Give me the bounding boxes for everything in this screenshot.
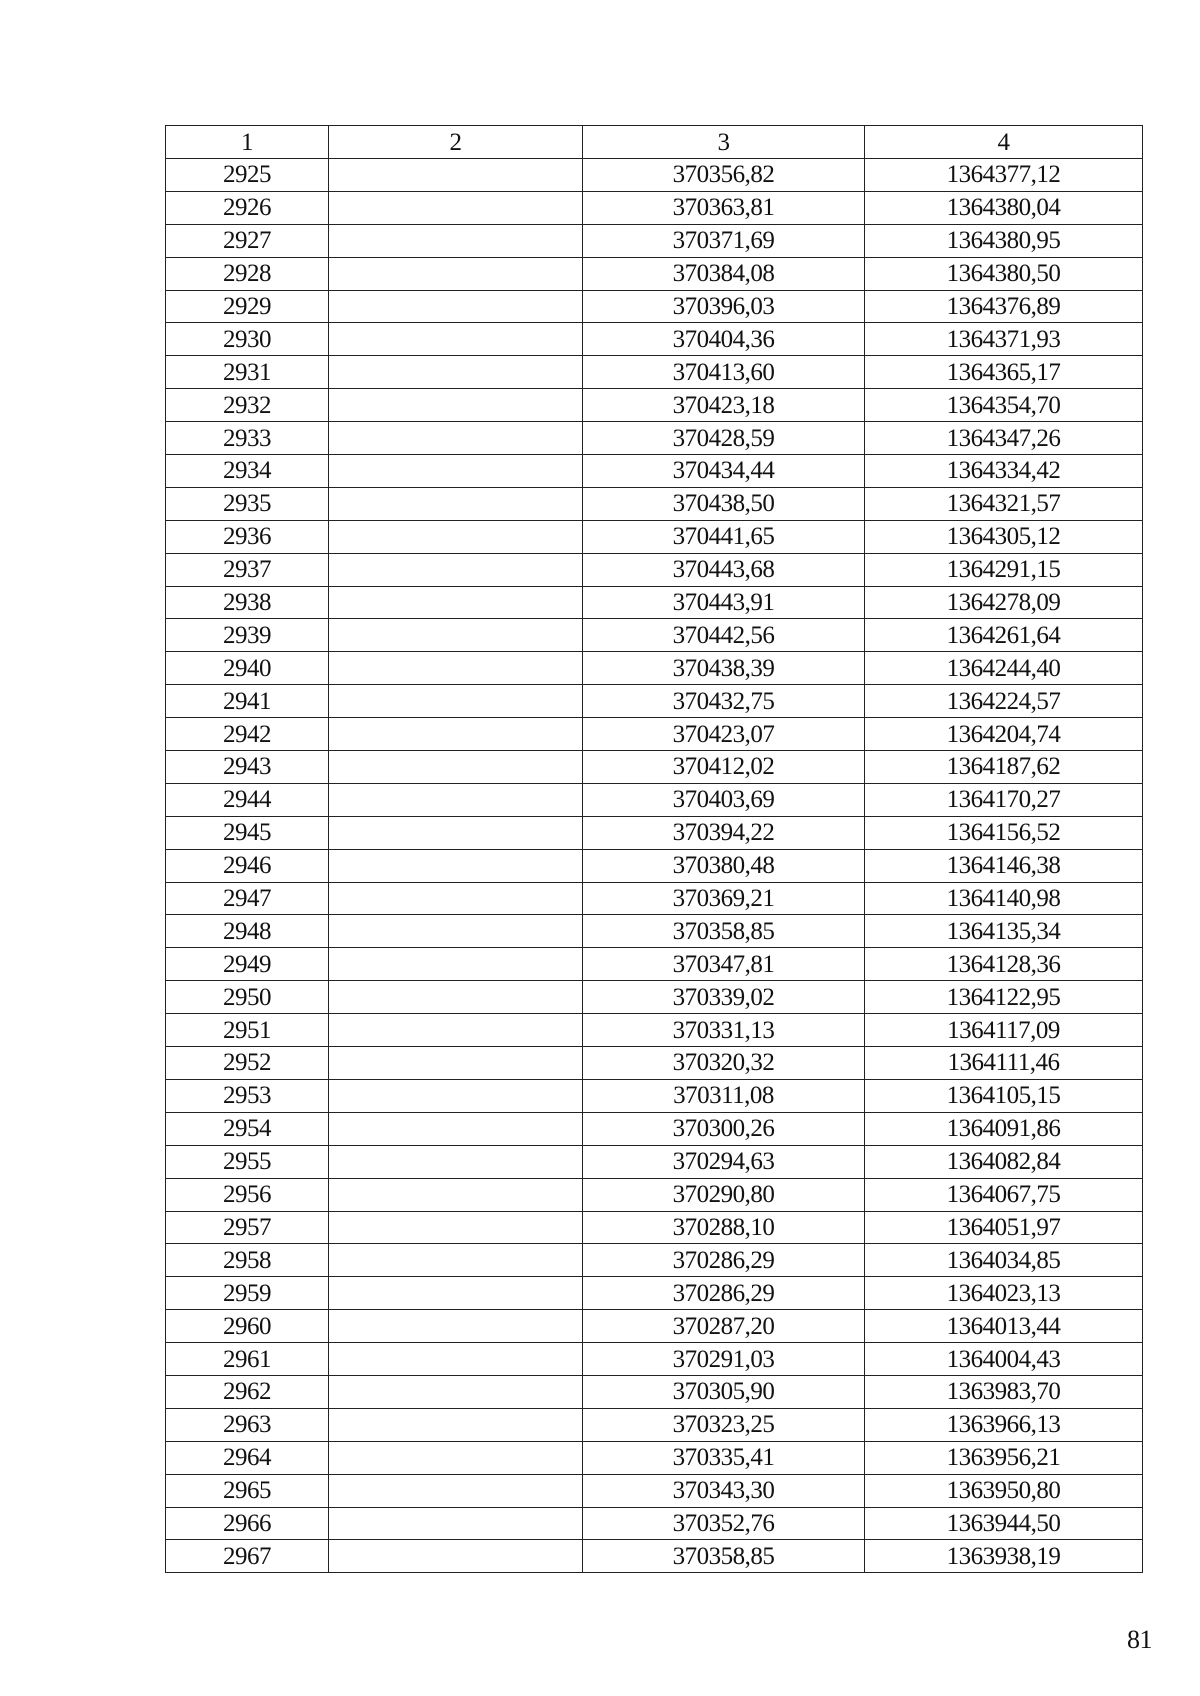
table-row [166, 652, 1143, 685]
point-number-cell: 2951 [166, 1014, 329, 1047]
y-coordinate-cell: 1364278,09 [865, 586, 1143, 619]
x-coordinate-cell: 370343,30 [583, 1474, 865, 1507]
table-header [166, 126, 1143, 159]
table-row [166, 1507, 1143, 1540]
y-coordinate-cell: 1364122,95 [865, 981, 1143, 1014]
point-number-cell: 2959 [166, 1277, 329, 1310]
description-cell [329, 389, 583, 422]
y-coordinate-cell: 1364128,36 [865, 948, 1143, 981]
x-coordinate-cell: 370423,18 [583, 389, 865, 422]
header-cell-3: 3 [583, 126, 865, 159]
x-coordinate-cell: 370443,68 [583, 553, 865, 586]
x-coordinate-cell: 370384,08 [583, 257, 865, 290]
table-row [166, 619, 1143, 652]
x-coordinate-cell: 370323,25 [583, 1408, 865, 1441]
y-coordinate-cell: 1364170,27 [865, 783, 1143, 816]
x-coordinate-cell: 370358,85 [583, 1540, 865, 1573]
x-coordinate-cell: 370311,08 [583, 1079, 865, 1112]
description-cell [329, 257, 583, 290]
table-row [166, 1441, 1143, 1474]
description-cell [329, 1244, 583, 1277]
table-row [166, 685, 1143, 718]
y-coordinate-cell: 1364321,57 [865, 487, 1143, 520]
header-cell-4: 4 [865, 126, 1143, 159]
description-cell [329, 915, 583, 948]
description-cell [329, 520, 583, 553]
x-coordinate-cell: 370413,60 [583, 356, 865, 389]
y-coordinate-cell: 1363944,50 [865, 1507, 1143, 1540]
description-cell [329, 948, 583, 981]
table-row [166, 1474, 1143, 1507]
x-coordinate-cell: 370286,29 [583, 1244, 865, 1277]
description-cell [329, 290, 583, 323]
point-number-cell: 2953 [166, 1079, 329, 1112]
description-cell [329, 1047, 583, 1080]
point-number-cell: 2935 [166, 487, 329, 520]
y-coordinate-cell: 1364347,26 [865, 422, 1143, 455]
description-cell [329, 422, 583, 455]
y-coordinate-cell: 1364140,98 [865, 882, 1143, 915]
x-coordinate-cell: 370335,41 [583, 1441, 865, 1474]
point-number-cell: 2945 [166, 816, 329, 849]
y-coordinate-cell: 1363950,80 [865, 1474, 1143, 1507]
description-cell [329, 1079, 583, 1112]
point-number-cell: 2947 [166, 882, 329, 915]
table-row [166, 290, 1143, 323]
y-coordinate-cell: 1364111,46 [865, 1047, 1143, 1080]
table-row [166, 1310, 1143, 1343]
y-coordinate-cell: 1364380,95 [865, 224, 1143, 257]
point-number-cell: 2952 [166, 1047, 329, 1080]
y-coordinate-cell: 1364371,93 [865, 323, 1143, 356]
y-coordinate-cell: 1364261,64 [865, 619, 1143, 652]
table-row [166, 389, 1143, 422]
x-coordinate-cell: 370286,29 [583, 1277, 865, 1310]
point-number-cell: 2963 [166, 1408, 329, 1441]
point-number-cell: 2925 [166, 159, 329, 192]
table-row [166, 718, 1143, 751]
table-row [166, 422, 1143, 455]
y-coordinate-cell: 1364376,89 [865, 290, 1143, 323]
table-row [166, 1178, 1143, 1211]
point-number-cell: 2965 [166, 1474, 329, 1507]
description-cell [329, 685, 583, 718]
x-coordinate-cell: 370438,50 [583, 487, 865, 520]
description-cell [329, 783, 583, 816]
table-row [166, 1112, 1143, 1145]
y-coordinate-cell: 1363956,21 [865, 1441, 1143, 1474]
y-coordinate-cell: 1364244,40 [865, 652, 1143, 685]
point-number-cell: 2943 [166, 751, 329, 784]
point-number-cell: 2942 [166, 718, 329, 751]
table-row [166, 520, 1143, 553]
description-cell [329, 1507, 583, 1540]
point-number-cell: 2927 [166, 224, 329, 257]
description-cell [329, 1375, 583, 1408]
table-row [166, 751, 1143, 784]
coordinates-table [165, 125, 1143, 1573]
point-number-cell: 2931 [166, 356, 329, 389]
table-row [166, 257, 1143, 290]
table-row [166, 915, 1143, 948]
point-number-cell: 2954 [166, 1112, 329, 1145]
y-coordinate-cell: 1364291,15 [865, 553, 1143, 586]
point-number-cell: 2946 [166, 849, 329, 882]
description-cell [329, 323, 583, 356]
x-coordinate-cell: 370434,44 [583, 455, 865, 488]
table-row [166, 948, 1143, 981]
description-cell [329, 586, 583, 619]
x-coordinate-cell: 370288,10 [583, 1211, 865, 1244]
table-row [166, 1343, 1143, 1376]
description-cell [329, 487, 583, 520]
y-coordinate-cell: 1364187,62 [865, 751, 1143, 784]
description-cell [329, 356, 583, 389]
table-row [166, 1047, 1143, 1080]
description-cell [329, 1145, 583, 1178]
description-cell [329, 1540, 583, 1573]
x-coordinate-cell: 370412,02 [583, 751, 865, 784]
y-coordinate-cell: 1363966,13 [865, 1408, 1143, 1441]
description-cell [329, 1112, 583, 1145]
description-cell [329, 1277, 583, 1310]
y-coordinate-cell: 1364354,70 [865, 389, 1143, 422]
point-number-cell: 2937 [166, 553, 329, 586]
x-coordinate-cell: 370352,76 [583, 1507, 865, 1540]
x-coordinate-cell: 370358,85 [583, 915, 865, 948]
y-coordinate-cell: 1364224,57 [865, 685, 1143, 718]
x-coordinate-cell: 370432,75 [583, 685, 865, 718]
point-number-cell: 2940 [166, 652, 329, 685]
table-row [166, 1408, 1143, 1441]
description-cell [329, 1441, 583, 1474]
table-row [166, 455, 1143, 488]
x-coordinate-cell: 370369,21 [583, 882, 865, 915]
table-row [166, 1375, 1143, 1408]
y-coordinate-cell: 1364117,09 [865, 1014, 1143, 1047]
point-number-cell: 2962 [166, 1375, 329, 1408]
y-coordinate-cell: 1364091,86 [865, 1112, 1143, 1145]
x-coordinate-cell: 370300,26 [583, 1112, 865, 1145]
description-cell [329, 1343, 583, 1376]
y-coordinate-cell: 1364023,13 [865, 1277, 1143, 1310]
description-cell [329, 1178, 583, 1211]
table-row [166, 1244, 1143, 1277]
y-coordinate-cell: 1364380,04 [865, 191, 1143, 224]
point-number-cell: 2964 [166, 1441, 329, 1474]
point-number-cell: 2941 [166, 685, 329, 718]
table-row [166, 1277, 1143, 1310]
point-number-cell: 2960 [166, 1310, 329, 1343]
x-coordinate-cell: 370423,07 [583, 718, 865, 751]
description-cell [329, 1474, 583, 1507]
point-number-cell: 2928 [166, 257, 329, 290]
point-number-cell: 2939 [166, 619, 329, 652]
description-cell [329, 159, 583, 192]
x-coordinate-cell: 370403,69 [583, 783, 865, 816]
point-number-cell: 2966 [166, 1507, 329, 1540]
table-row [166, 981, 1143, 1014]
x-coordinate-cell: 370428,59 [583, 422, 865, 455]
table-row [166, 323, 1143, 356]
table-row [166, 487, 1143, 520]
y-coordinate-cell: 1364051,97 [865, 1211, 1143, 1244]
x-coordinate-cell: 370396,03 [583, 290, 865, 323]
page-number: 81 [1127, 1625, 1152, 1654]
x-coordinate-cell: 370320,32 [583, 1047, 865, 1080]
x-coordinate-cell: 370356,82 [583, 159, 865, 192]
description-cell [329, 1408, 583, 1441]
x-coordinate-cell: 370371,69 [583, 224, 865, 257]
y-coordinate-cell: 1364305,12 [865, 520, 1143, 553]
point-number-cell: 2926 [166, 191, 329, 224]
description-cell [329, 1310, 583, 1343]
point-number-cell: 2949 [166, 948, 329, 981]
header-cell-2: 2 [329, 126, 583, 159]
table-body [166, 159, 1143, 1573]
point-number-cell: 2957 [166, 1211, 329, 1244]
y-coordinate-cell: 1364082,84 [865, 1145, 1143, 1178]
y-coordinate-cell: 1364380,50 [865, 257, 1143, 290]
point-number-cell: 2933 [166, 422, 329, 455]
x-coordinate-cell: 370380,48 [583, 849, 865, 882]
description-cell [329, 751, 583, 784]
y-coordinate-cell: 1364013,44 [865, 1310, 1143, 1343]
table-row [166, 783, 1143, 816]
description-cell [329, 981, 583, 1014]
x-coordinate-cell: 370443,91 [583, 586, 865, 619]
table-row [166, 849, 1143, 882]
table-row [166, 1014, 1143, 1047]
table-row [166, 586, 1143, 619]
description-cell [329, 816, 583, 849]
point-number-cell: 2938 [166, 586, 329, 619]
table-row [166, 882, 1143, 915]
x-coordinate-cell: 370438,39 [583, 652, 865, 685]
table-row [166, 1540, 1143, 1573]
point-number-cell: 2950 [166, 981, 329, 1014]
point-number-cell: 2955 [166, 1145, 329, 1178]
x-coordinate-cell: 370394,22 [583, 816, 865, 849]
table-row [166, 1211, 1143, 1244]
y-coordinate-cell: 1363938,19 [865, 1540, 1143, 1573]
y-coordinate-cell: 1364004,43 [865, 1343, 1143, 1376]
y-coordinate-cell: 1364156,52 [865, 816, 1143, 849]
x-coordinate-cell: 370404,36 [583, 323, 865, 356]
y-coordinate-cell: 1363983,70 [865, 1375, 1143, 1408]
y-coordinate-cell: 1364034,85 [865, 1244, 1143, 1277]
x-coordinate-cell: 370331,13 [583, 1014, 865, 1047]
point-number-cell: 2936 [166, 520, 329, 553]
point-number-cell: 2944 [166, 783, 329, 816]
y-coordinate-cell: 1364135,34 [865, 915, 1143, 948]
table-row [166, 553, 1143, 586]
y-coordinate-cell: 1364204,74 [865, 718, 1143, 751]
description-cell [329, 882, 583, 915]
point-number-cell: 2961 [166, 1343, 329, 1376]
table-row [166, 1145, 1143, 1178]
point-number-cell: 2958 [166, 1244, 329, 1277]
description-cell [329, 1211, 583, 1244]
description-cell [329, 191, 583, 224]
description-cell [329, 718, 583, 751]
y-coordinate-cell: 1364365,17 [865, 356, 1143, 389]
x-coordinate-cell: 370287,20 [583, 1310, 865, 1343]
x-coordinate-cell: 370294,63 [583, 1145, 865, 1178]
x-coordinate-cell: 370305,90 [583, 1375, 865, 1408]
description-cell [329, 224, 583, 257]
x-coordinate-cell: 370441,65 [583, 520, 865, 553]
x-coordinate-cell: 370347,81 [583, 948, 865, 981]
point-number-cell: 2967 [166, 1540, 329, 1573]
y-coordinate-cell: 1364146,38 [865, 849, 1143, 882]
point-number-cell: 2956 [166, 1178, 329, 1211]
description-cell [329, 553, 583, 586]
table-row [166, 356, 1143, 389]
table-row [166, 1079, 1143, 1112]
description-cell [329, 652, 583, 685]
description-cell [329, 1014, 583, 1047]
x-coordinate-cell: 370363,81 [583, 191, 865, 224]
point-number-cell: 2929 [166, 290, 329, 323]
x-coordinate-cell: 370291,03 [583, 1343, 865, 1376]
y-coordinate-cell: 1364334,42 [865, 455, 1143, 488]
x-coordinate-cell: 370339,02 [583, 981, 865, 1014]
x-coordinate-cell: 370442,56 [583, 619, 865, 652]
y-coordinate-cell: 1364067,75 [865, 1178, 1143, 1211]
table-row [166, 159, 1143, 192]
point-number-cell: 2948 [166, 915, 329, 948]
description-cell [329, 619, 583, 652]
header-cell-1: 1 [166, 126, 329, 159]
point-number-cell: 2934 [166, 455, 329, 488]
table-row [166, 224, 1143, 257]
table-row [166, 816, 1143, 849]
point-number-cell: 2932 [166, 389, 329, 422]
description-cell [329, 849, 583, 882]
point-number-cell: 2930 [166, 323, 329, 356]
y-coordinate-cell: 1364105,15 [865, 1079, 1143, 1112]
description-cell [329, 455, 583, 488]
x-coordinate-cell: 370290,80 [583, 1178, 865, 1211]
table-row [166, 191, 1143, 224]
header-row [166, 126, 1143, 159]
y-coordinate-cell: 1364377,12 [865, 159, 1143, 192]
